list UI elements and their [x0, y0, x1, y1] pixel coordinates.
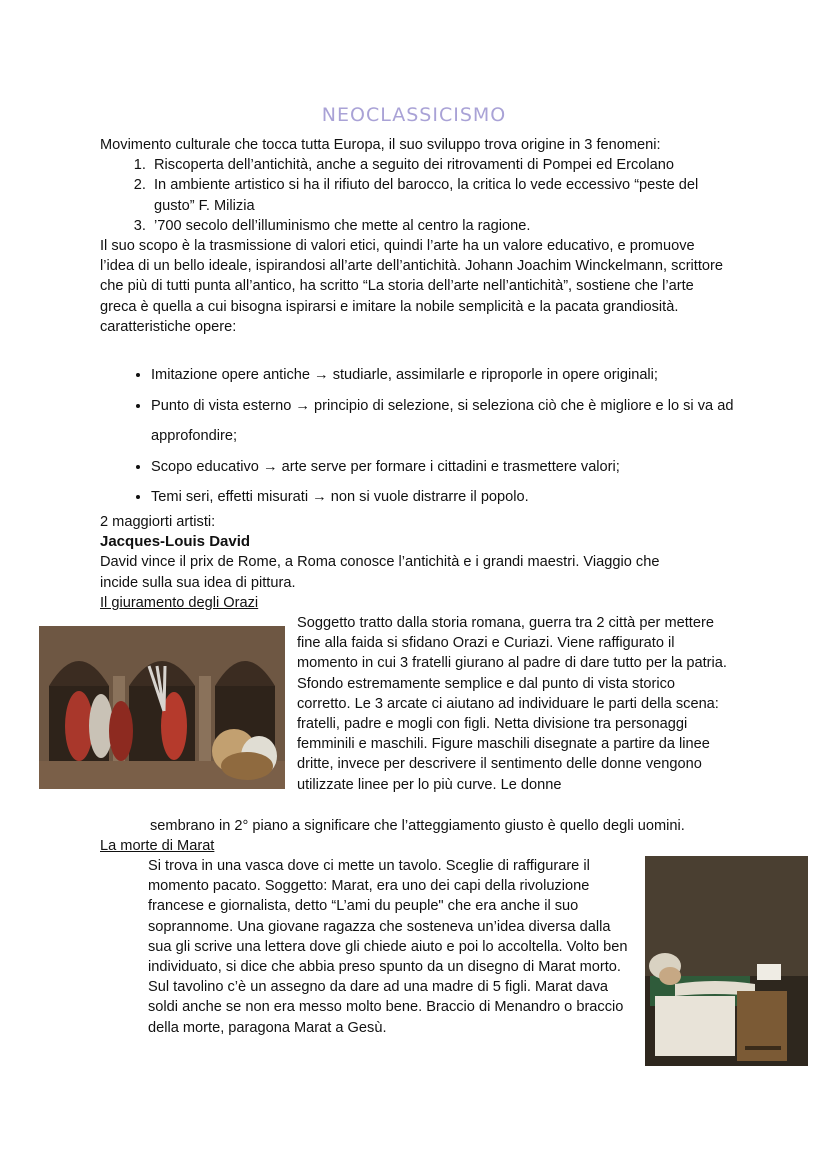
artist-name: Jacques-Louis David — [100, 533, 251, 551]
origins-list — [100, 155, 730, 236]
features-heading: caratteristiche opere: — [100, 318, 237, 335]
death-of-marat-painting — [645, 856, 808, 1066]
intro-text: Movimento culturale che tocca tutta Europa, il suo sviluppo trova origine in 3 fenomeni: — [100, 137, 661, 153]
list-item: • Imitazione opere antiche → studiarle, assimilarle e riproporle in opere originali; — [151, 360, 791, 391]
list-item: • Punto di vista esterno → principio di selezione, si seleziona ciò che è migliore e lo si va ad approfondire; — [151, 391, 791, 452]
work1-description: Soggetto tratto dalla storia romana, guerra tra 2 città per mettere fine alla faida si sfidano Orazi e Curiazi. Viene raffigurato il momento in cui 3 fratelli giurano al padre di dare tutto per la patria. Sfondo estremamente semplice e dal punto di vista storico corretto. Le 3 arcate ci aiutano ad individuare le parti della scena: fratelli, padre e mogli con figli. Netta divisione tra personaggi femminili e maschili. Figure maschili disegnate a partire da linee dritte, invece per descrivere il sentimento delle donne vengono utilizzate linee per lo più curve. Le donne — [297, 615, 727, 793]
work1-description-end: sembrano in 2° piano a significare che l’atteggiamento giusto è quello degli uomini. — [150, 818, 685, 834]
artist-bio: David vince il prix de Rome, a Roma conosce l’antichità e i grandi maestri. Viaggio che incide sulla sua idea di pittura. — [100, 554, 660, 591]
features-list — [100, 360, 791, 513]
list-item: 1. Riscoperta dell’antichità, anche a seguito dei ritrovamenti di Pompei ed Ercolano — [150, 155, 730, 175]
list-item: 2. In ambiente artistico si ha il rifiuto del barocco, la critica lo vede eccessivo “peste del gusto” F. Milizia — [150, 175, 730, 215]
intro-section — [100, 135, 730, 236]
oath-of-horatii-painting — [39, 626, 285, 789]
work2-paragraph-1: Si trova in una vasca dove ci mette un tavolo. Sceglie di raffigurare il momento pacato. Soggetto: Marat, era uno dei capi della rivoluzione francese e giornalista, detto “L’ami du peuple" che era anche il suo soprannome. Una giovane ragazza che sosteneva un’idea diversa dalla sua gli scrive una lettera dove gli chiede aiuto e poi lo accoltella. Volto ben individuato, si dice che abbia preso spunto da un disegno di Marat morto. — [148, 858, 628, 976]
artists-heading: 2 maggiorti artisti: — [100, 514, 216, 530]
work2-description — [148, 856, 628, 1038]
work2-paragraph-2: Sul tavolino c’è un assegno da dare ad una madre di 5 figli. Marat dava soldi anche se non era messo molto bene. Braccio di Menandro o braccio della morte, paragona Marat a Gesù. — [148, 979, 624, 1036]
purpose-text: Il suo scopo è la trasmissione di valori etici, quindi l’arte ha un valore educativo, e promuove l’idea di un bello ideale, ispirandosi all’arte dell’antichità. Johann Joachim Winckelmann, scrittore che più di tutti punta all’antico, ha scritto “La storia dell’arte nell’antichità”, sostiene che l’arte greca è quella a cui bisogna ispirarsi e imitare la nobile semplicità e la pacata grandiosità. — [100, 238, 723, 315]
artists-section — [100, 512, 740, 613]
page-title: NEOCLASSICISMO — [321, 104, 507, 126]
list-item: • Scopo educativo → arte serve per formare i cittadini e trasmettere valori; — [151, 452, 791, 483]
work1-title: Il giuramento degli Orazi — [100, 594, 259, 611]
purpose-section — [100, 236, 730, 337]
list-item: 3. ’700 secolo dell’illuminismo che mette al centro la ragione. — [150, 216, 730, 236]
work2-title: La morte di Marat — [100, 838, 215, 854]
list-item: • Temi seri, effetti misurati → non si vuole distrarre il popolo. — [151, 482, 791, 513]
